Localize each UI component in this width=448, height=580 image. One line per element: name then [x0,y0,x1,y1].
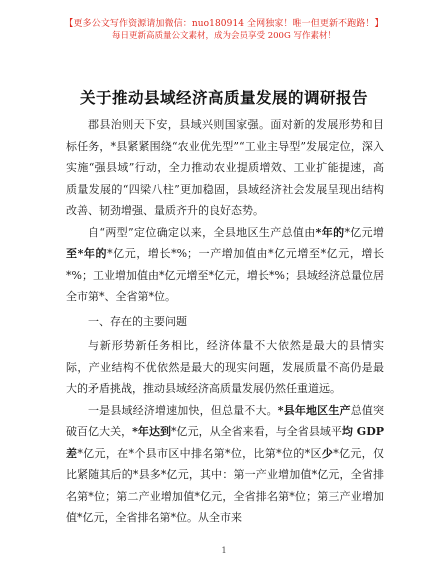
text-run: 一是县域经济增速加快，但总量不大。 [88,403,278,417]
page-number: 1 [221,546,227,555]
bold-run: 至*年的 [66,247,108,260]
promo-header [0,18,448,42]
bold-run: 均 GDP 差 [66,425,385,460]
paragraph-scale [66,400,384,529]
promo-line-2: 每日更新高质量公文素材，成为会员享受 200G 写作素材！ [112,31,336,41]
document-body [66,114,384,529]
bold-run: *年的 [315,225,345,239]
promo-line-1: 【更多公文写作资源请加微信：nuo180914 全网独家！唯一但更新不跑路！】 [64,19,384,29]
bold-run: *年达到 [132,425,172,438]
text-run: *亿元增 [344,225,384,239]
text-run: *亿元，从全省来看，与全省县域平 [171,425,342,438]
paragraph-problems: 与新形势新任务相比，经济体量不大依然是最大的县情实际，产业结构不优依然是最大的现实问题，发展质量不高仍是最大的矛盾挑战，推动县域经济高质量发展仍然任重道远。 [66,339,384,395]
text-run: *亿元，增长*%；一产增加值由*亿元增至*亿元，增长*%；工业增加值由*亿元增至*亿元，增长*%；县域经济总量位居全市第*、全省第*位。 [66,247,384,303]
document-title: 关于推动县域经济高质量发展的调研报告 [79,88,368,107]
bold-run: 少 [321,446,334,460]
text-run: 自“两型”定位确定以来，全县地区生产总值由 [88,225,316,239]
text-run: *亿元，在*个县市区中排名第*位，比第*位的*区 [77,446,322,460]
paragraph-intro: 郡县治则天下安，县域兴则国家强。面对新的发展形势和目标任务，*县紧紧围绕“农业优先型”“工业主导型”发展定位，深入实施“强县域”行动，全力推动农业提质增效、工业扩能提速，高质量发展的“四梁八柱”更加稳固，县域经济社会发展呈现出结构改善、韧劲增强、量质齐升的良好态势。 [66,118,384,217]
text-run: *亿元，仅比紧随其后的*县多*亿元，其中：第一产业增加值*亿元，全省排名第*位；第二产业增加值*亿元，全省排名第*位；第三产业增加值*亿元，全省排名第*位。从全市来 [66,446,385,524]
paragraph-growth [66,222,384,308]
bold-run: *县年地区生产 [277,403,351,417]
section-heading: 一、存在的主要问题 [88,314,187,328]
text-run: 总值突破百亿大关， [66,403,385,438]
